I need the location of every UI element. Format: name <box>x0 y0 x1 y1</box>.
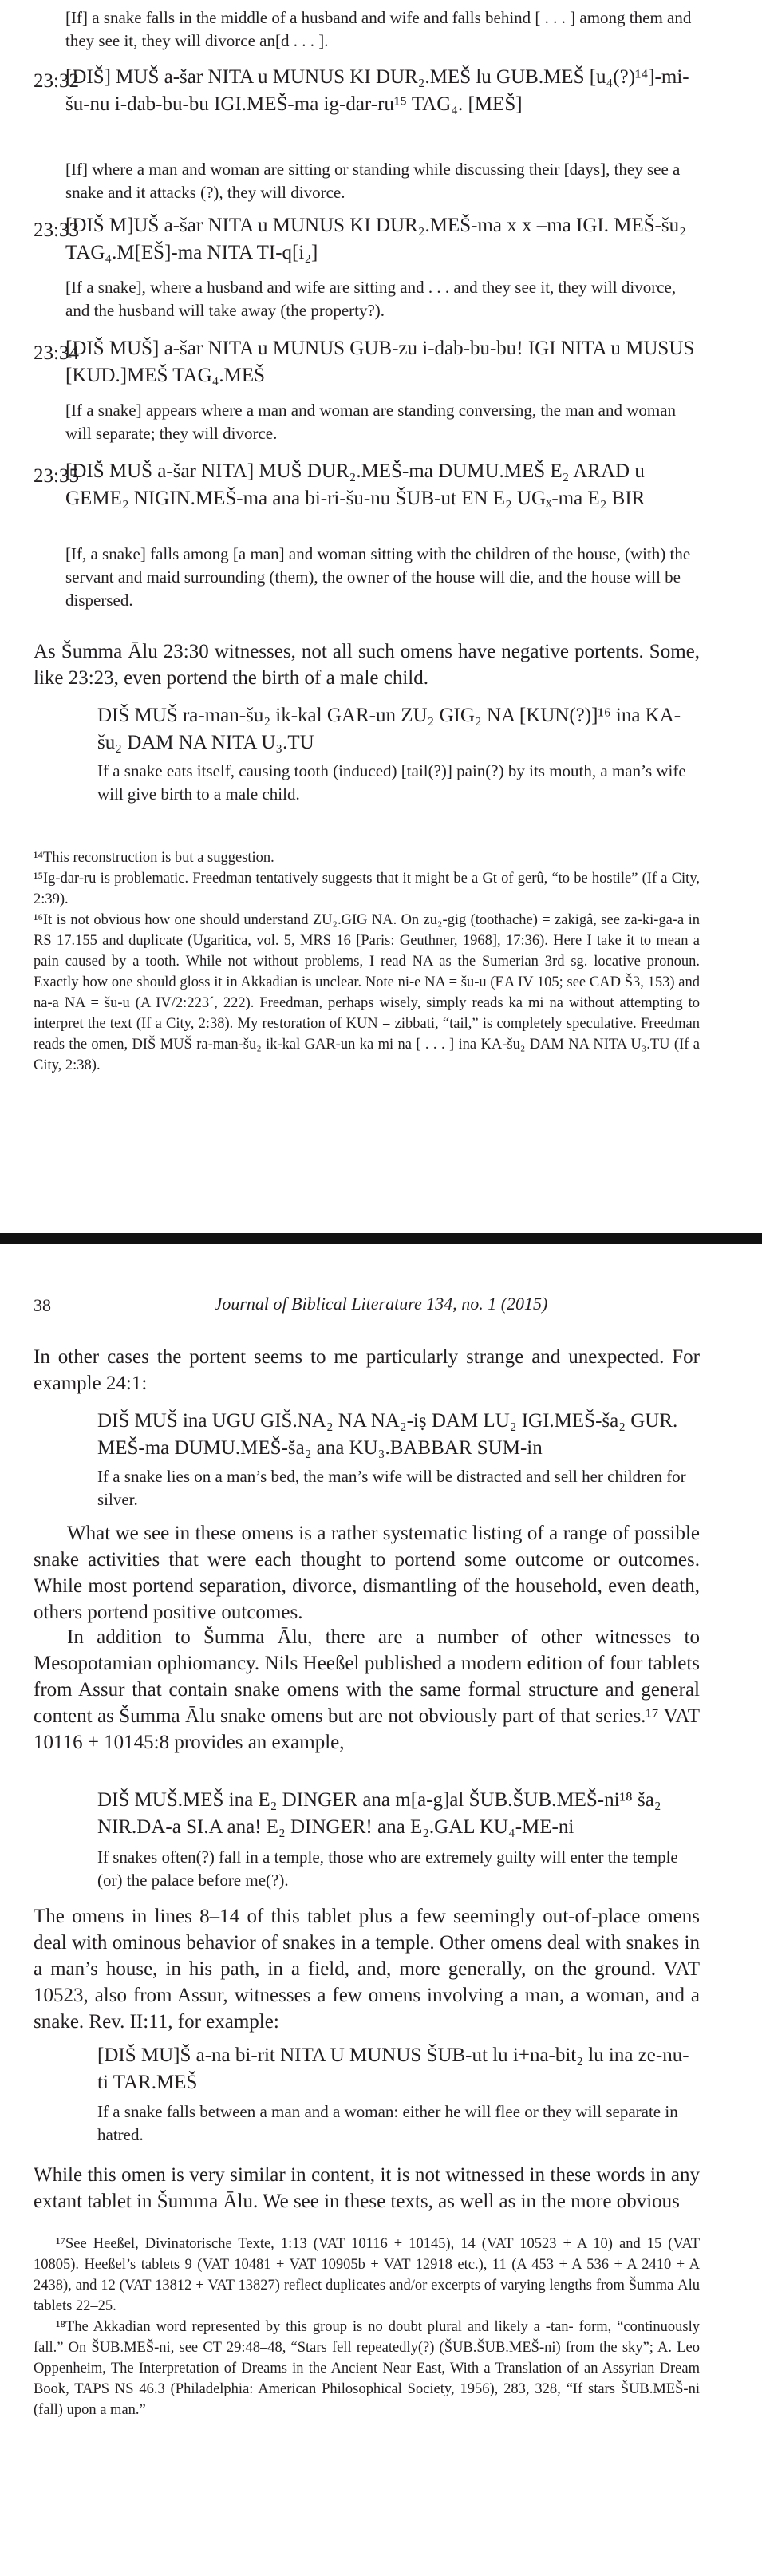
omen-translation: [If a snake], where a husband and wife are sitting and . . . and they see it, they will divorce, and the husband will take away (the property?). <box>65 278 677 320</box>
body-paragraph: While this omen is very similar in content, it is not witnessed in these words in any extant tablet in Šumma Ālu. We see in these texts, as well as in the more obvious <box>34 2164 700 2212</box>
body-paragraph: In other cases the portent seems to me particularly strange and unexpected. For example 24:1: <box>34 1346 700 1394</box>
page-divider <box>0 1233 762 1244</box>
omen-translation: [If] where a man and woman are sitting or standing while discussing their [days], they see a snake and it attacks (?), they will divorce. <box>65 160 681 202</box>
omen-translation: [If, a snake] falls among [a man] and woman sitting with the children of the house, (with) the servant and maid surrounding (them), the owner of the house will die, and the house will be dispersed. <box>65 544 691 610</box>
omen-translation: If a snake falls between a man and a woman: either he will flee or they will separate in hatred. <box>97 2102 678 2144</box>
body-paragraph: In addition to Šumma Ālu, there are a number of other witnesses to Mesopotamian ophiomancy. Nils Heeßel published a modern edition of four tablets from Assur that contain snake omens with the same formal structure and general content as Šumma Ālu snake omens but are not obviously part of that series.¹⁷ VAT 10116 + 10145:8 provides an example, <box>34 1626 700 1753</box>
running-head: Journal of Biblical Literature 134, no. 1 (2015) <box>214 1294 548 1314</box>
omen-translation: If a snake eats itself, causing tooth (induced) [tail(?)] pain(?) by its mouth, a man’s wife will give birth to a male child. <box>97 761 686 804</box>
omen-translation: [If] a snake falls in the middle of a husband and wife and falls behind [ . . . ] among them and they see it, they will divorce an[d . . . ]. <box>65 8 692 50</box>
omen-transliteration: [DIŠ] MUŠ a-šar NITA u MUNUS KI DUR₂.MEŠ lu GUB.MEŠ [u₄(?)¹⁴]-mi-šu-nu i-dab-bu-bu IGI.MEŠ-ma ig-dar-ru¹⁵ TAG₄. [MEŠ] <box>65 66 689 115</box>
omen-transliteration: [DIŠ M]UŠ a-šar NITA u MUNUS KI DUR₂.MEŠ-ma x x –ma IGI. MEŠ-šu₂ TAG₄.M[EŠ]-ma NITA TI-q[i₂] <box>65 215 686 263</box>
footnotes <box>34 847 700 1076</box>
body-paragraph: The omens in lines 8–14 of this tablet plus a few seemingly out-of-place omens deal with ominous behavior of snakes in a temple. Other omens deal with snakes in a man’s house, in his path, in a field, and, more generally, on the ground. VAT 10523, also from Assur, witnesses a few omens involving a man, a woman, and a snake. Rev. II:11, for example: <box>34 1906 700 2033</box>
entry-number: 23:35 <box>34 465 79 487</box>
page-38-top <box>0 0 762 1233</box>
body-paragraph: As Šumma Ālu 23:30 witnesses, not all such omens have negative portents. Some, like 23:23, even portend the birth of a male child. <box>34 641 700 689</box>
omen-transliteration: [DIŠ MU]Š a-na bi-rit NITA U MUNUS ŠUB-ut lu i+na-bit₂ lu ina ze-nu-ti TAR.MEŠ <box>97 2045 689 2093</box>
omen-transliteration: DIŠ MUŠ.MEŠ ina E₂ DINGER ana m[a-g]al ŠUB.ŠUB.MEŠ-ni¹⁸ ša₂ NIR.DA-a SI.A ana! E₂ DINGER! ana E₂.GAL KU₄-ME-ni <box>97 1789 661 1838</box>
footnote: ¹⁸The Akkadian word represented by this group is no doubt plural and likely a -tan- form, “continuously fall.” On ŠUB.MEŠ-ni, see CT 29:48–48, “Stars fell repeatedly(?) (ŠUB.ŠUB.MEŠ-ni) from the sky”; A. Leo Oppenheim, The Interpretation of Dreams in the Ancient Near East, With a Translation of an Assyrian Dream Book, TAPS NS 46.3 (Philadelphia: American Philosophical Society, 1956), 283, 328, “If stars ŠUB.MEŠ-ni (fall) upon a man.” <box>34 2319 700 2418</box>
omen-transliteration: DIŠ MUŠ ra-man-šu₂ ik-kal GAR-un ZU₂ GIG₂ NA [KUN(?)]¹⁶ ina KA-šu₂ DAM NA NITA U₃.TU <box>97 705 681 753</box>
footnotes <box>34 2234 700 2420</box>
omen-transliteration: [DIŠ MUŠ a-šar NITA] MUŠ DUR₂.MEŠ-ma DUMU.MEŠ E₂ ARAD u GEME₂ NIGIN.MEŠ-ma ana bi-ri-šu-nu ŠUB-ut EN E₂ UGₓ-ma E₂ BIR <box>65 460 646 509</box>
footnote: ¹⁵Ig-dar-ru is problematic. Freedman tentatively suggests that it might be a Gt of gerû, “to be hostile” (If a City, 2:39). <box>34 871 700 907</box>
omen-translation: If a snake lies on a man’s bed, the man’s wife will be distracted and sell her children for silver. <box>97 1467 686 1509</box>
page-38-bottom <box>0 1244 762 2576</box>
footnote: ¹⁴This reconstruction is but a suggestion. <box>34 850 274 866</box>
omen-translation: [If a snake] appears where a man and woman are standing conversing, the man and woman will separate; they will divorce. <box>65 401 677 443</box>
footnote: ¹⁶It is not obvious how one should understand ZU₂.GIG NA. On zu₂-gig (toothache) = zakigâ, see za-ki-ga-a in RS 17.155 and duplicate (Ugaritica, vol. 5, MRS 16 [Paris: Geuthner, 1968], 17:36). Here I take it to mean a pain caused by a tooth. While not without problems, I read NA as the Sumerian 3rd sg. locative pronoun. Exactly how one should gloss it in Akkadian is unclear. Note ni-e NA = šu-u (EA IV 105; see CAD Š3, 153) and na-a NA = šu-u (A IV/2:223´, 222). Freedman, perhaps wisely, simply reads ka mi na without attempting to interpret the text (If a City, 2:38). My restoration of KUN = zibbati, “tail,” is completely speculative. Freedman reads the omen, DIŠ MUŠ ra-man-šu₂ ik-kal GAR-un ka mi na [ . . . ] ina KA-šu₂ DAM NA NITA U₃.TU (If a City, 2:38). <box>34 912 700 1073</box>
footnote: ¹⁷See Heeßel, Divinatorische Texte, 1:13 (VAT 10116 + 10145), 14 (VAT 10523 + A 10) and 15 (VAT 10805). Heeßel’s tablets 9 (VAT 10481 + VAT 10905b + VAT 12918 etc.), 11 (A 453 + A 536 + A 2410 + A 2438), and 12 (VAT 13812 + VAT 13827) reflect duplicates and/or excerpts of varying lengths from Šumma Ālu tablets 22–25. <box>34 2236 700 2314</box>
entry-number: 23:33 <box>34 219 79 241</box>
entry-number: 23:32 <box>34 70 79 92</box>
omen-transliteration: DIŠ MUŠ ina UGU GIŠ.NA₂ NA NA₂-iṣ DAM LU₂ IGI.MEŠ-ša₂ GUR. MEŠ-ma DUMU.MEŠ-ša₂ ana KU₃.BABBAR SUM-in <box>97 1410 678 1459</box>
page-number: 38 <box>34 1295 51 1315</box>
body-paragraph: What we see in these omens is a rather systematic listing of a range of possible snake activities that were each thought to portend some outcome or outcomes. While most portend separation, divorce, dismantling of the household, even death, others portend positive outcomes. <box>34 1523 700 1623</box>
omen-transliteration: [DIŠ MUŠ] a-šar NITA u MUNUS GUB-zu i-dab-bu-bu! IGI NITA u MUSUS [KUD.]MEŠ TAG₄.MEŠ <box>65 338 695 386</box>
entry-number: 23:34 <box>34 342 79 364</box>
omen-translation: If snakes often(?) fall in a temple, those who are extremely guilty will enter the temple (or) the palace before me(?). <box>97 1847 678 1890</box>
